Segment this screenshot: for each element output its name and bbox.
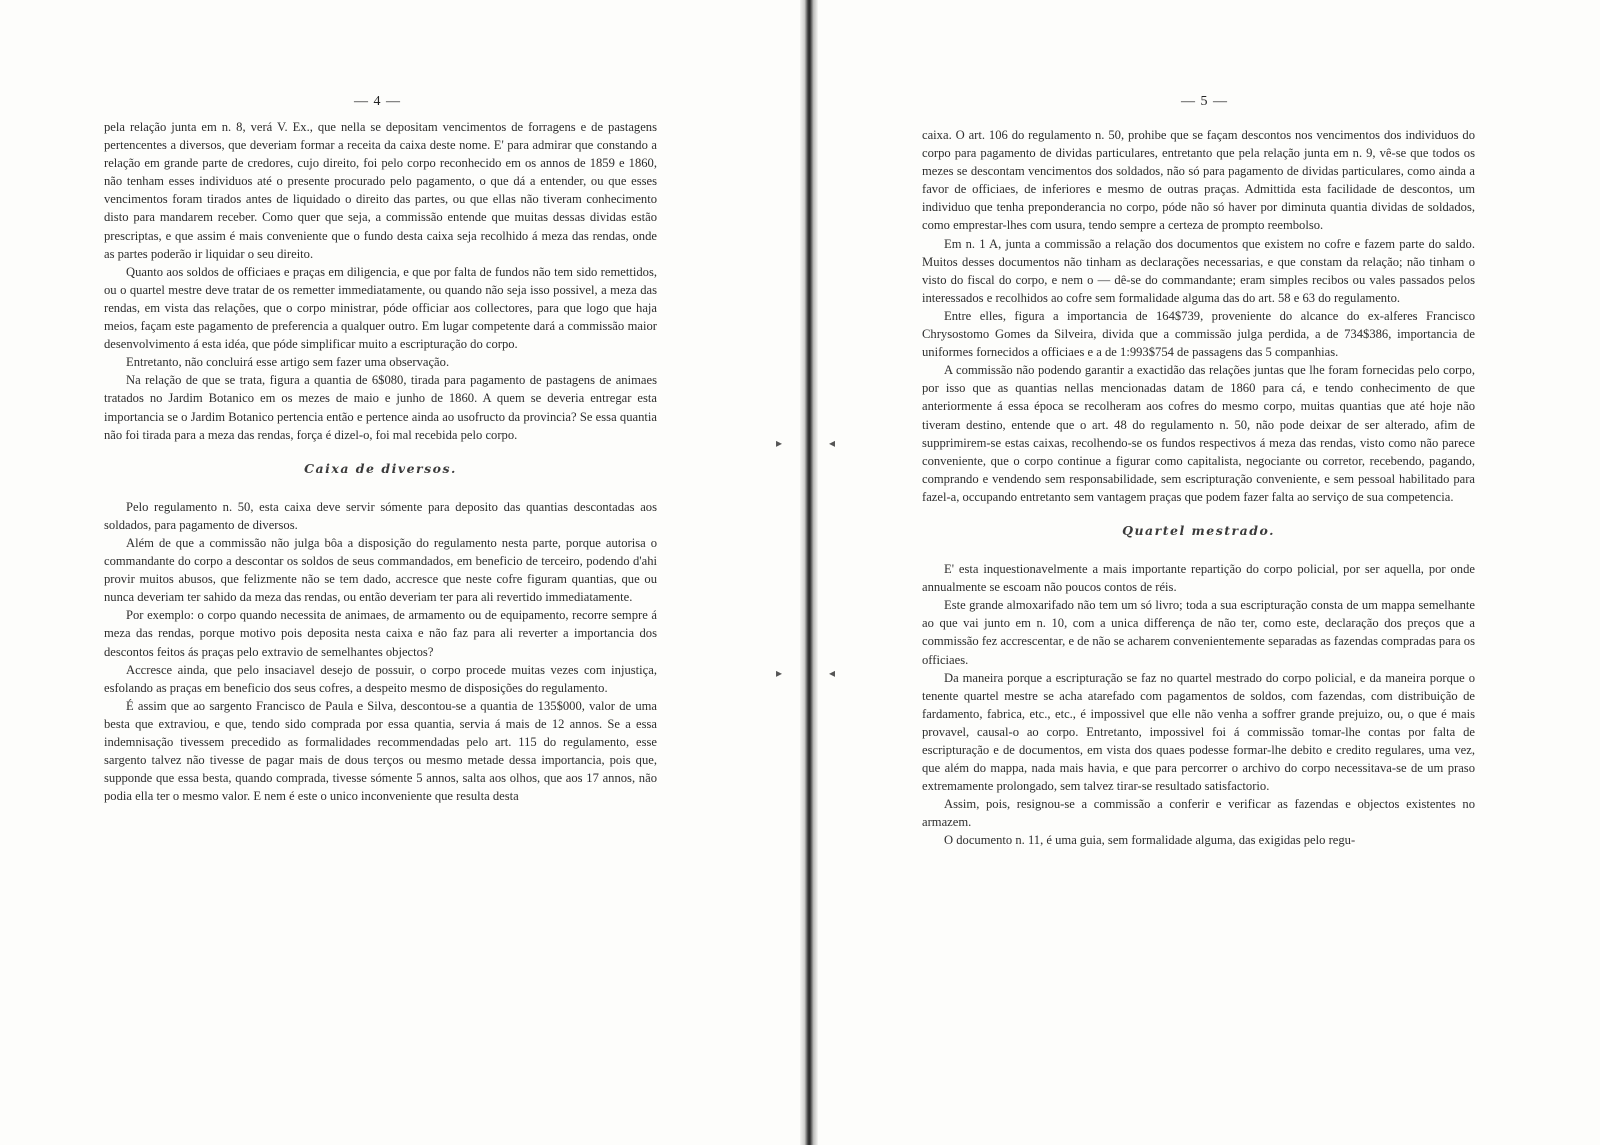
paragraph: O documento n. 11, é uma guia, sem formalidade alguma, das exigidas pelo regu- (944, 833, 1356, 848)
paragraph: Além de que a commissão não julga bôa a disposição do regulamento nesta parte, porque autorisa o commandante do corpo a descontar os soldos de seus commandados, em beneficio de terceiro, podendo d'ahi provir muitos abusos, que felizmente não se tem dado, accresce que neste cofre figuram quantias, que ou nunca deveriam ter sahido da meza das rendas, ou então deveriam ter para ali revertido immediatamente. (104, 535, 657, 605)
paragraph: Por exemplo: o corpo quando necessita de animaes, de armamento ou de equipamento, recorre sempre á meza das rendas, porque motivo pois deposita nesta caixa e não faz para ali reverter a importancia dos descontos feitos ás praças pelo extravio de semelhantes objectos? (104, 608, 657, 659)
paragraph: A commissão não podendo garantir a exactidão das relações juntas que lhe foram fornecidas pelo corpo, por isso que as quantias nellas mencionadas datam de 1860 para cá, e tendo conhecimento de que anteriormente á essa época se recolheram aos cofres do mesmo corpo, muitas quantias que até hoje não tiveram destino, entende que o art. 48 do regulamento n. 50, não pode deixar de ser alterado, afim de supprimirem-se estas caixas, recolhendo-se os fundos respectivos á meza das rendas, visto como não parece conveniente, que o corpo continue a figurar como capitalista, negociante ou corretor, recebendo, pagando, comprando e vendendo sem responsabilidade, sem escripturação conveniente, e sem pessoal habilitado para fazel-a, occupando entretanto sem vantagem praças que podem fazer falta ao serviço de sua competencia. (922, 363, 1475, 504)
paragraph: Entre elles, figura a importancia de 164$739, proveniente do alcance do ex-alferes Francisco Chrysostomo Gomes da Silveira, divida que a commissão julga perdida, a de 734$386, importancia de uniformes fornecidos a officiaes e a de 1:993$754 de passagens das 5 companhias. (922, 308, 1475, 360)
page-number: — 4 — (354, 94, 401, 109)
paragraph: Accresce ainda, que pelo insaciavel desejo de possuir, o corpo procede muitas vezes com injustiça, esfolando as praças em beneficio dos seus cofres, a despeito mesmo de disposições do regulamento. (104, 662, 657, 695)
binding-mark-icon: ▸ (776, 436, 783, 450)
book-gutter (800, 0, 818, 1145)
paragraph: Da maneira porque a escripturação se faz no quartel mestrado do corpo policial, e da maneira porque o tenente quartel mestre se acha atarefado com pagamentos de soldos, com fazendas, com distribuição de fardamento, fabrica, etc., etc., é impossivel que elle não venha a soffrer grande prejuizo, ou, o que é mais provavel, causal-o ao corpo. Entretanto, impossivel foi á commissão tomar-lhe contas por falta de escripturação e de documentos, em vista dos quaes podesse formar-lhe debito e credito regulares, uma vez, que além do mappa, nada mais havia, e que para percorrer o archivo do corpo necessitava-se de um praso extremamente prolongado, sem talvez tirar-se resultado satisfactorio. (922, 670, 1475, 794)
paragraph: E' esta inquestionavelmente a mais importante repartição do corpo policial, por ser aquella, por onde annualmente se escoam não poucos contos de réis. (922, 562, 1475, 595)
paragraph: Pelo regulamento n. 50, esta caixa deve servir sómente para deposito das quantias descontadas aos soldados, para pagamento de diversos. (104, 499, 657, 532)
left-text-block (104, 118, 657, 805)
binding-mark-icon: ▸ (776, 666, 783, 680)
binding-mark-icon: ◂ (829, 666, 836, 680)
section-heading: Quartel mestrado. (1122, 522, 1275, 538)
paragraph: Este grande almoxarifado não tem um só livro; toda a sua escripturação consta de um mappa semelhante ao que vai junto em n. 10, com a unica differença de não ter, como este, declaração dos preços que a commissão fez accrescentar, e de não se acharem convenientemente separadas as fazendas compradas para os officiaes. (922, 598, 1475, 667)
paragraph: pela relação junta em n. 8, verá V. Ex., que nella se depositam vencimentos de forragens e de pastagens pertencentes a diversos, que deveriam formar a receita da caixa deste nome. E' para admirar que constando a relação em grande parte de credores, cujo direito, foi pelo corpo reconhecido em os annos de 1859 e 1860, não tenham esses individuos até o presente procurado pelo pagamento, o que dá a entender, ou que esses vencimentos foram tirados antes de liquidado o direito das partes, ou que ellas não tiveram conhecimento disto para mandarem receber. Como quer que seja, a commissão entende que muitas dessas dividas estão prescriptas, e que assim é mais conveniente que o fundo desta caixa seja recolhido á meza das rendas, onde as partes poderão ir liquidar o seu direito. (104, 120, 657, 261)
right-text-block (922, 126, 1475, 850)
paragraph: Entretanto, não concluirá esse artigo sem fazer uma observação. (126, 355, 450, 370)
paragraph: Assim, pois, resignou-se a commissão a conferir e verificar as fazendas e objectos existentes no armazem. (922, 797, 1475, 830)
section-heading: Caixa de diversos. (304, 460, 457, 476)
paragraph: É assim que ao sargento Francisco de Paula e Silva, descontou-se a quantia de 135$000, valor de uma besta que extraviou, e que, tendo sido comprada por essa quantia, servia á mais de 12 annos. Se a essa indemnisação tivessem precedido as formalidades recommendadas pelo art. 115 do regulamento, esse sargento talvez não tivesse de pagar mais de dous terços ou mesmo metade dessa importancia, pois que, supponde que essa besta, quando comprada, tivesse sómente 5 annos, salta aos olhos, que aos 17 annos, não podia ella ter o mesmo valor. E nem é este o unico inconveniente que resulta desta (104, 698, 657, 804)
paragraph: Quanto aos soldos de officiaes e praças em diligencia, e que por falta de fundos não tem sido remettidos, ou o quartel mestre deve tratar de os remetter immediatamente, ou quando não seja isso possivel, a meza das rendas, em vista das relações, que o corpo ministrar, póde officiar aos collectores, para que logo que haja meios, façam este pagamento de preferencia a qualquer outro. Em lugar competente dará a commissão maior desenvolvimento á esta idéa, que póde simplificar muito a escripturação do corpo. (104, 264, 657, 352)
binding-mark-icon: ◂ (829, 436, 836, 450)
paragraph: Em n. 1 A, junta a commissão a relação dos documentos que existem no cofre e fazem parte do saldo. Muitos desses documentos não tinham as declarações necessarias, e que constam da relação; não tinham o visto do fiscal do corpo, e nem o — dê-se do commandante; eram simples recibos ou vales passados pelos interessados e recolhidos ao cofre sem formalidade alguma das do art. 58 e 63 do regulamento. (922, 236, 1475, 305)
paragraph: Na relação de que se trata, figura a quantia de 6$080, tirada para pagamento de pastagens de animaes tratados no Jardim Botanico em os mezes de maio e junho de 1860. A quem se deveria entregar esta importancia se o Jardim Botanico pertencia então e pertence ainda ao usofructo da provincia? Se essa quantia não foi tirada para a meza das rendas, força é dizel-o, foi mal recebida pelo corpo. (104, 373, 657, 442)
right-page (818, 0, 1600, 1145)
page-number: — 5 — (1181, 94, 1228, 109)
paragraph: caixa. O art. 106 do regulamento n. 50, prohibe que se façam descontos nos vencimentos dos individuos do corpo para pagamento de dividas particulares, entretanto que pela relação junta em n. 9, vê-se que todos os mezes se descontam vencimentos dos soldados, não só para pagamento de dividas particulares, como ainda a favor de officiaes, de inferiores e mesmo de outras praças. Admittida esta facilidade de descontos, um individuo que tenha preponderancia no corpo, póde não só haver por diminuta quantia dividas de soldados, como emprestar-lhes com usura, tendo sempre a certeza de prompto reembolso. (922, 128, 1475, 233)
